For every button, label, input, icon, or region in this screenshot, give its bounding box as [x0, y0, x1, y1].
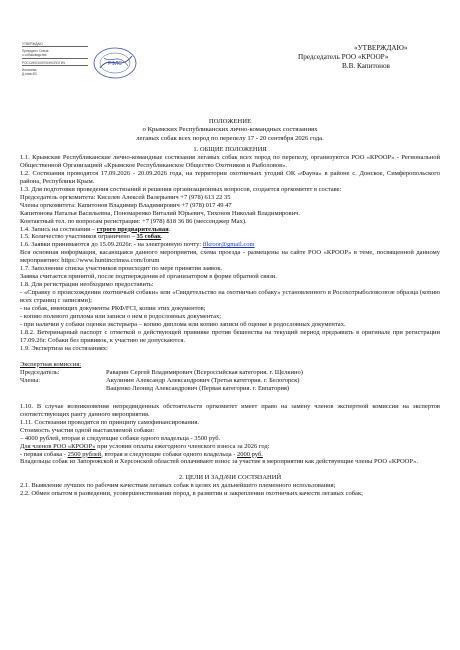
paragraph: Стоимость участия одной выставляемой собаки:	[20, 426, 155, 434]
text: при условии оплаты ежегодного членского взноса за 2026 год:	[95, 442, 270, 450]
text: 1.5. Количество участников ограничено –	[20, 233, 137, 241]
paragraph	[20, 443, 440, 451]
document-body	[20, 141, 440, 498]
stamp-line: о собаководства	[22, 53, 88, 58]
commission-member: Ващенко Леонид Александрович (Первая категория. г. Евпатория)	[106, 384, 290, 392]
commission-chair-name: Раварин Сергей Владимирович (Всероссийская категория. г. Щелкино)	[106, 368, 303, 376]
section-heading: 1. ОБЩИЕ ПОЛОЖЕНИЯ	[193, 146, 267, 153]
paragraph: - «Справку о происхождении охотничьей собаки» или «Свидетельство на охотничью собаку» установленного в Росохотрыболовсоюзе образца (копию всех страниц с записями);	[20, 289, 440, 305]
paragraph: Вся основная информация, касающаяся данного мероприятия, схема проезда - размещены на сайте РОО «КРООР» в теме, посвященной данному мероприятию: https://www.huntincrimea.com/forum	[20, 249, 440, 265]
paragraph	[20, 226, 440, 234]
title-line: легавых собак всех пород по перепелу 17 - 20 сентября 2026 года.	[136, 134, 324, 142]
emphasis: Для членов РОО «КРООР»	[20, 442, 96, 450]
paragraph: Председатель оргкомитета: Киселев Алексей Валерьевич +7 (978) 613 22 35	[20, 193, 231, 201]
paragraph: 2.2. Обмен опытом в разведении, усовершенствовании пород, в развитии и закреплении охотничьих качеств легавых собак;	[20, 490, 363, 498]
commission-chair-label: Председатель:	[20, 368, 60, 376]
paragraph: Капитонова Наталья Васильевна, Пономаренко Виталий Юрьевич, Тихонов Николай Владимирович.	[20, 209, 300, 217]
commission-title: Экспертная комиссия:	[20, 360, 82, 368]
title-line: ПОЛОЖЕНИЕ	[208, 118, 252, 125]
text: - первая собака -	[20, 450, 68, 458]
paragraph: 1.3. Для подготовки проведения состязаний и решения организационных вопросов, создается оргкомитет в составе:	[20, 185, 342, 193]
paragraph: 1.8.2. Ветеринарный паспорт с отметкой о действующей прививке против бешенства на текущий период предъявить в оригинале при регистрации 17.09.26г. Собаки без прививок, к участию не допускаются.	[20, 328, 440, 344]
emphasis: 2500 рублей	[67, 450, 102, 458]
emphasis: 35 собак	[136, 233, 161, 241]
emphasis: строго предварительная	[96, 225, 169, 233]
stamp-line: Президент Союза	[22, 49, 49, 54]
seal-text: РФЛС	[108, 61, 122, 67]
paragraph: 1.7. Заполнение списка участников происходит по мере принятия заявок.	[20, 265, 223, 273]
stamp-line: Д.нник.ФС	[22, 72, 38, 77]
text: 1.6. Заявки принимаются до 15.09.2026г. - на электронную почту:	[20, 241, 203, 249]
paragraph: Члены оргкомитета: Капитонов Владимир Владимирович +7 (978) 017 49 47	[20, 201, 232, 209]
text: , вторая и следующие собаки одного владельца -	[101, 450, 238, 458]
expert-commission	[20, 361, 440, 395]
commission-members-label: Члены:	[20, 376, 41, 384]
paragraph: 1.8. Для регистрации необходимо предоставить:	[20, 281, 154, 289]
paragraph	[20, 241, 440, 249]
approval-stamp	[22, 42, 140, 100]
text: 1.4. Запись на состязания –	[20, 225, 97, 233]
stamp-line: Ильичева	[22, 67, 37, 72]
stamp-line: РОССИЙСКОЙ КИНОЛОГИЧ	[22, 61, 88, 66]
email-link[interactable]: ffkroor@gmail.com	[202, 241, 255, 249]
text: .	[160, 233, 163, 241]
emphasis: 2000 руб.	[237, 450, 263, 458]
paragraph: - при наличии у собаки оценки экстерьера – копию диплома или копию записи об оценке в родословных документах.	[20, 320, 346, 328]
title-line: о Крымских Республиканских лично-командных состязаниях	[142, 126, 318, 134]
paragraph: 1.11. Состязания проводятся по принципу самофинансирования.	[20, 418, 199, 426]
paragraph: - на собак, имеющих документы РКФ/FCI, копии этих документов;	[20, 305, 206, 313]
paragraph: Владельцы собак из Запорожской и Херсонской областей оплачивают взнос за участие в мероприятии как действующие члены РОО «КРООР».	[20, 458, 418, 466]
seal-icon	[92, 46, 138, 80]
text: .	[168, 225, 171, 233]
paragraph: 2.1. Выявление лучших по рабочим качествам легавых собак в целях их дальнейшего племенного использования;	[20, 482, 336, 490]
document-title	[20, 118, 440, 143]
paragraph: – 4000 рублей, вторая и следующие собаки одного владельца - 3500 руб.	[20, 434, 221, 442]
paragraph: Заявка считается принятой, после подтверждения её организатором в форме обратной связи.	[20, 273, 277, 281]
approval-heading: «УТВЕРЖДАЮ»	[354, 44, 408, 52]
stamp-line: УТВЕРЖДАЮ	[22, 42, 88, 47]
approval-position: Председатель РОО «КРООР»	[298, 53, 389, 61]
paragraph: 1.2. Состязания проводятся 17.09.2026 - 20.09.2026 года, на территории охотничьих угодий ОК «Фауна» в районе с. Донское, Симферопольского района, Республики Крым.	[20, 169, 440, 185]
commission-member: Акулинин Александр Александрович (Третья категория. г. Белогорск)	[106, 376, 300, 384]
stamp-text	[22, 42, 88, 76]
paragraph	[20, 451, 440, 459]
paragraph	[20, 233, 440, 241]
paragraph: 1.10. В случае возникновения непредвиденных обстоятельств оргкомитет имеет право на замену членов экспертной комиссии на экспертов соответствующих рангу данного мероприятия.	[20, 402, 440, 418]
section-heading: 2. ЦЕЛИ И ЗАДАЧИ СОСТЯЗАНИЙ	[178, 474, 282, 482]
paragraph: 1.9. Экспертиза на состязаниях:	[20, 344, 108, 352]
paragraph: 1.1. Крымские Республиканские лично-командные состязания легавых собак всех пород по перепелу, организуются РОО «КРООР» - Региональной Общественной Организацией «Крымское Республиканское Общество Охотников и Рыболовов».	[20, 153, 440, 169]
approval-block	[298, 44, 448, 71]
paragraph: Контактный тел. по вопросам регистрации: +7 (978) 818 36 86 (мессенджер Max).	[20, 217, 247, 225]
approval-signatory: В.В. Капитонов	[342, 62, 390, 70]
paragraph: - копию полевого диплома или записи о нем в родословных документах;	[20, 313, 222, 321]
